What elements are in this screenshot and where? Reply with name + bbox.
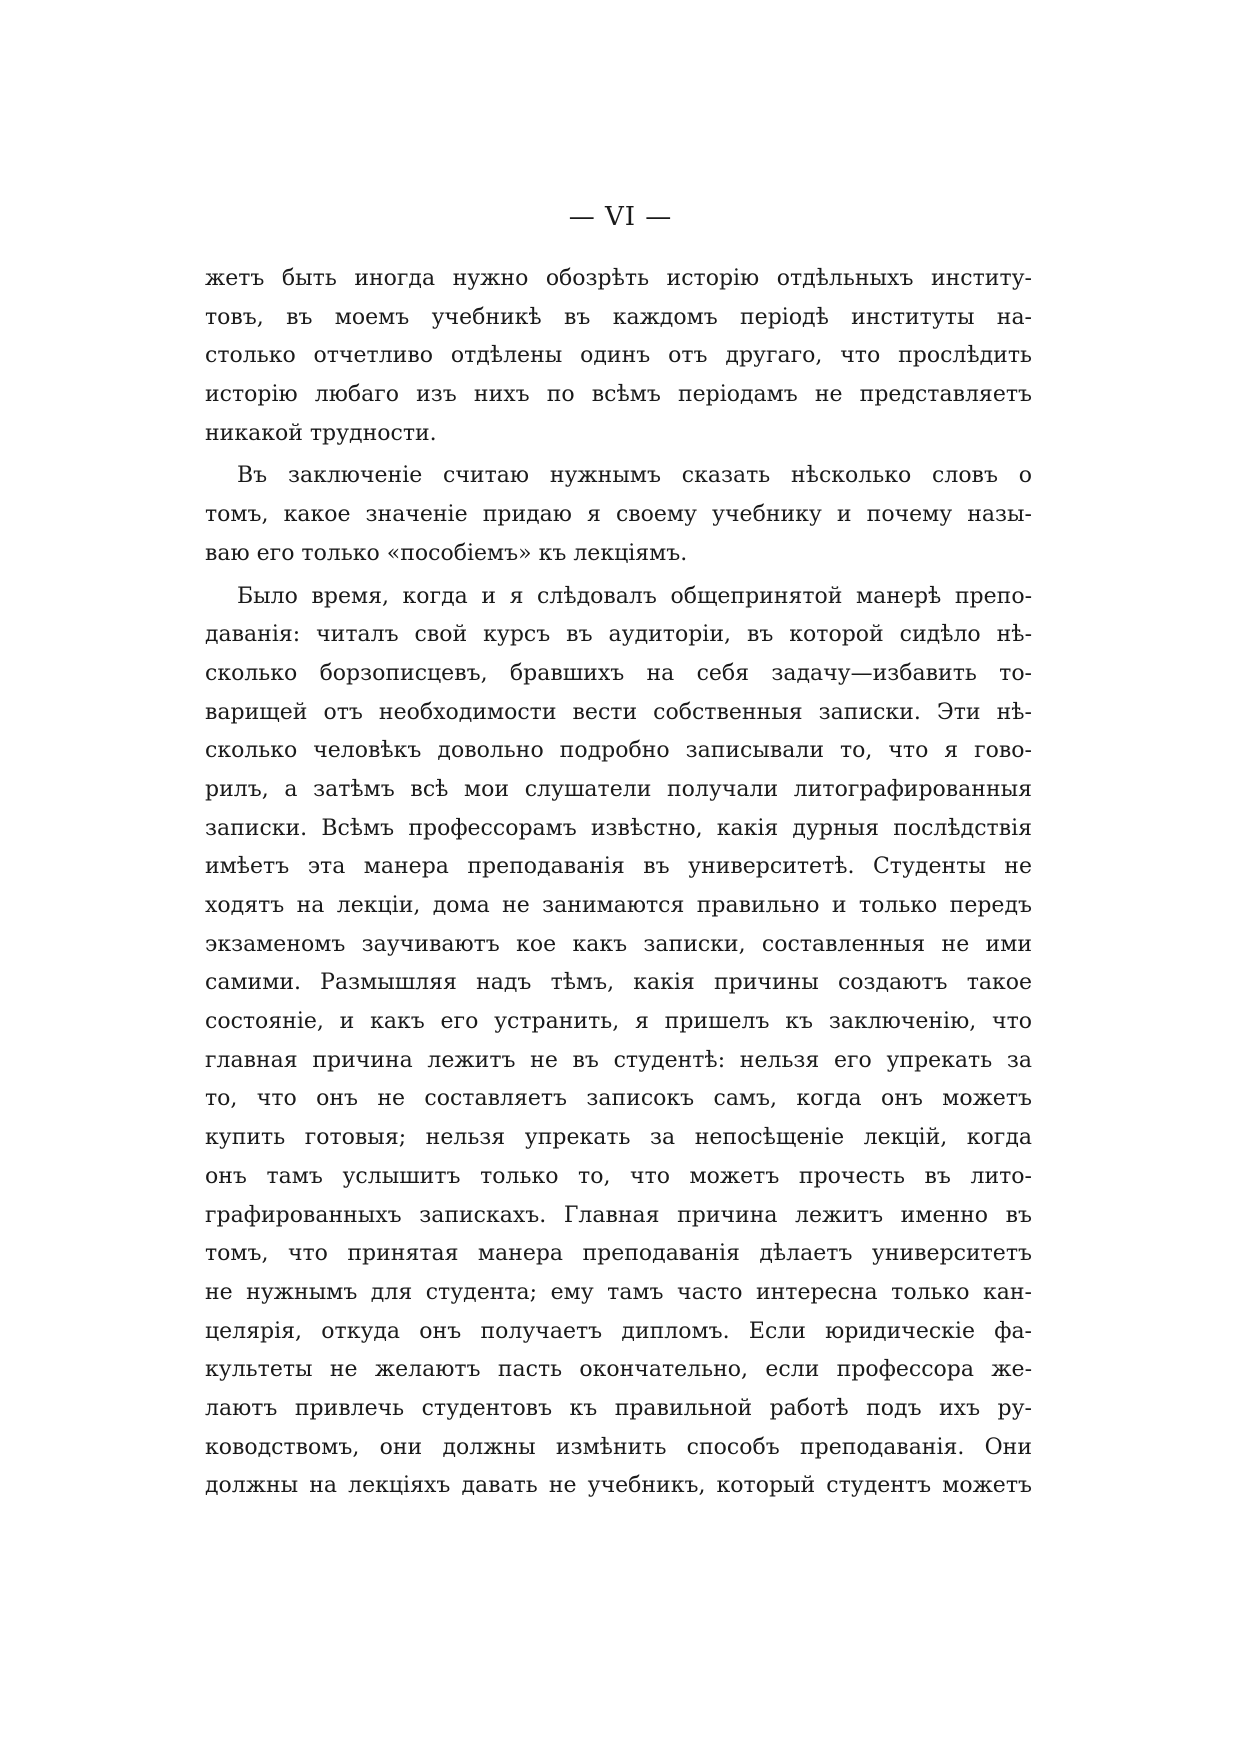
text-line: лаютъ привлечь студентовъ къ правильной работѣ подъ ихъ ру- bbox=[205, 1395, 1032, 1421]
text-line: графированныхъ запискахъ. Главная причина лежитъ именно въ bbox=[205, 1202, 1032, 1228]
text-line: сколько человѣкъ довольно подробно записывали то, что я гово- bbox=[205, 738, 1032, 764]
text-line: исторію любаго изъ нихъ по всѣмъ періодамъ не представляетъ bbox=[205, 382, 1032, 408]
page-number: — VI — bbox=[568, 202, 673, 232]
text-line: записки. Всѣмъ профессорамъ извѣстно, какія дурныя послѣдствія bbox=[205, 815, 1032, 841]
text-line: томъ, какое значеніе придаю я своему учебнику и почему назы- bbox=[205, 502, 1032, 528]
text-line: Было время, когда и я слѣдовалъ общепринятой манерѣ препо- bbox=[237, 583, 1032, 609]
text-line: культеты не желаютъ пасть окончательно, если профессора же- bbox=[205, 1357, 1032, 1383]
text-line: столько отчетливо отдѣлены одинъ отъ другаго, что прослѣдить bbox=[205, 343, 1032, 369]
text-line: сколько борзописцевъ, бравшихъ на себя задачу—избавить то- bbox=[205, 660, 1032, 686]
text-line: варищей отъ необходимости вести собственныя записки. Эти нѣ- bbox=[205, 699, 1032, 725]
text-line: рилъ, а затѣмъ всѣ мои слушатели получали литографированныя bbox=[205, 776, 1032, 802]
text-line: самими. Размышляя надъ тѣмъ, какія причины создаютъ такое bbox=[205, 970, 1032, 996]
text-line: целярія, откуда онъ получаетъ дипломъ. Если юридическіе фа- bbox=[205, 1318, 1032, 1344]
text-line: должны на лекціяхъ давать не учебникъ, который студентъ можетъ bbox=[205, 1473, 1032, 1499]
text-line: товъ, въ моемъ учебникѣ въ каждомъ періодѣ институты на- bbox=[205, 304, 1032, 330]
text-line: имѣетъ эта манера преподаванія въ университетѣ. Студенты не bbox=[205, 854, 1032, 880]
text-line: купить готовыя; нельзя упрекать за непосѣщеніе лекцій, когда bbox=[205, 1125, 1032, 1151]
text-line: состояніе, и какъ его устранить, я пришелъ къ заключенію, что bbox=[205, 1009, 1032, 1035]
text-line: даванія: читалъ свой курсъ въ аудиторіи, въ которой сидѣло нѣ- bbox=[205, 622, 1032, 648]
text-line: ваю его только «пособіемъ» къ лекціямъ. bbox=[205, 540, 688, 566]
text-line: ходятъ на лекціи, дома не занимаются правильно и только передъ bbox=[205, 893, 1032, 918]
text-line: ководствомъ, они должны измѣнить способъ преподаванія. Они bbox=[205, 1434, 1032, 1460]
text-line: Въ заключеніе считаю нужнымъ сказать нѣсколько словъ о bbox=[237, 463, 1032, 489]
text-line: никакой трудности. bbox=[205, 420, 437, 446]
body-text bbox=[205, 260, 1032, 1506]
text-line: жетъ быть иногда нужно обозрѣть исторію отдѣльныхъ институ- bbox=[205, 266, 1032, 291]
text-line: экзаменомъ заучиваютъ кое какъ записки, составленныя не ими bbox=[205, 931, 1032, 957]
text-line: не нужнымъ для студента; ему тамъ часто интересна только кан- bbox=[205, 1279, 1032, 1305]
text-line: то, что онъ не составляетъ записокъ самъ, когда онъ можетъ bbox=[205, 1086, 1032, 1112]
text-line: томъ, что принятая манера преподаванія дѣлаетъ университетъ bbox=[205, 1241, 1032, 1267]
text-line: главная причина лежитъ не въ студентѣ: нельзя его упрекать за bbox=[205, 1047, 1032, 1073]
text-line: онъ тамъ услышитъ только то, что можетъ прочесть въ лито- bbox=[205, 1163, 1032, 1189]
